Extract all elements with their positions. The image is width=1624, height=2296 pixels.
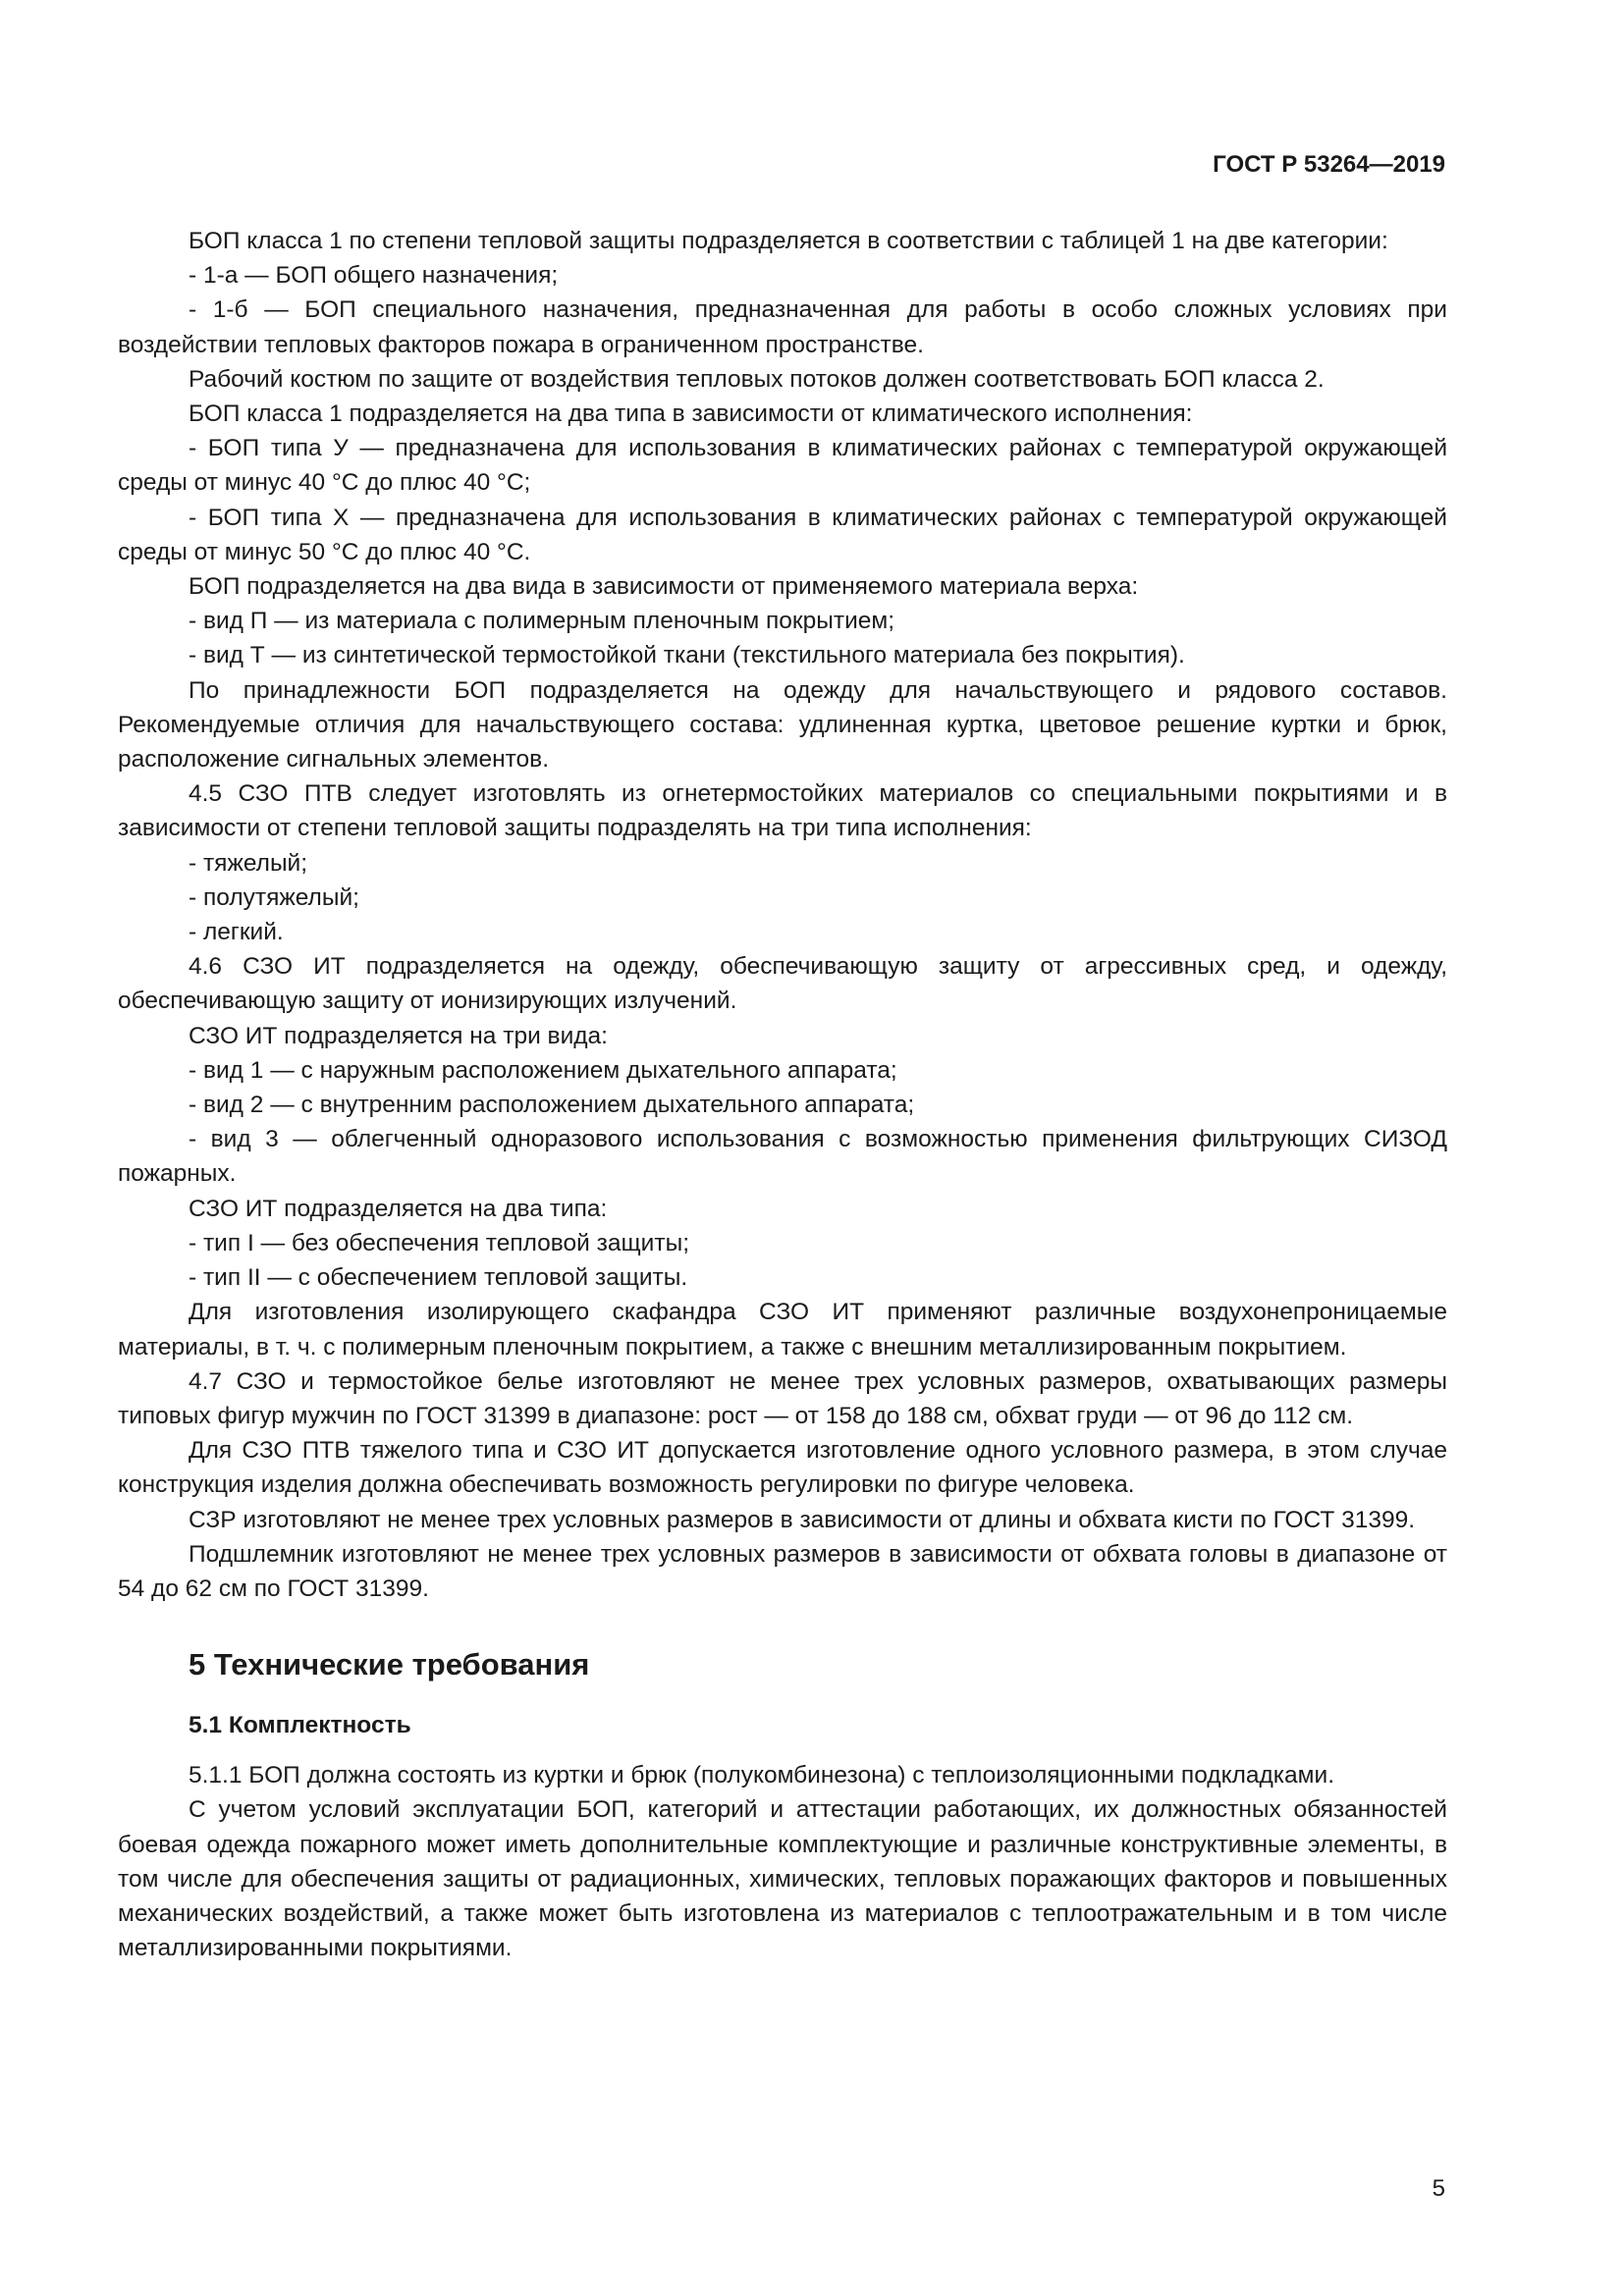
paragraph: Для СЗО ПТВ тяжелого типа и СЗО ИТ допускается изготовление одного условного размера, в этом случае конструкция изделия должна обеспечивать возможность регулировки по фигуре человека. [118, 1437, 1447, 1499]
paragraph: СЗР изготовляют не менее трех условных размеров в зависимости от длины и обхвата кисти по ГОСТ 31399. [189, 1506, 1416, 1533]
paragraph: БОП класса 1 подразделяется на два типа в зависимости от климатического исполнения: [189, 400, 1193, 428]
paragraph: 4.5 СЗО ПТВ следует изготовлять из огнетермостойких материалов со специальными покрытиями и в зависимости от степени тепловой защиты подразделять на три типа исполнения: [118, 780, 1447, 842]
page-body [118, 224, 1447, 1965]
paragraph: - тип II — с обеспечением тепловой защиты. [189, 1264, 688, 1292]
paragraph: По принадлежности БОП подразделяется на одежду для начальствующего и рядового составов. Рекомендуемые отличия для начальствующего состава: удлиненная куртка, цветовое решение куртки и брюк, расположение сигнальных элементов. [118, 676, 1447, 774]
paragraph: - БОП типа У — предназначена для использования в климатических районах с температурой окружающей среды от минус 40 °С до плюс 40 °С; [118, 435, 1447, 497]
paragraph: - легкий. [189, 919, 284, 946]
paragraph: 5.1.1 БОП должна состоять из куртки и брюк (полукомбинезона) с теплоизоляционными подкладками. [189, 1762, 1335, 1789]
paragraph: 4.6 СЗО ИТ подразделяется на одежду, обеспечивающую защиту от агрессивных сред, и одежду, обеспечивающую защиту от ионизирующих излучений. [118, 953, 1447, 1015]
paragraph: - полутяжелый; [189, 883, 359, 911]
paragraph: - вид П — из материала с полимерным пленочным покрытием; [189, 608, 895, 635]
paragraph: - вид 1 — с наружным расположением дыхательного аппарата; [189, 1056, 897, 1084]
paragraph: СЗО ИТ подразделяется на три вида: [189, 1022, 608, 1049]
paragraph: Для изготовления изолирующего скафандра СЗО ИТ применяют различные воздухонепроницаемые материалы, в т. ч. с полимерным пленочным покрытием, а также с внешним металлизированным покрытием. [118, 1299, 1447, 1361]
paragraph: - БОП типа Х — предназначена для использования в климатических районах с температурой окружающей среды от минус 50 °С до плюс 40 °С. [118, 504, 1447, 565]
paragraph: - вид Т — из синтетической термостойкой ткани (текстильного материала без покрытия). [189, 642, 1185, 669]
page-number: 5 [1432, 2175, 1445, 2202]
paragraph: - тяжелый; [189, 849, 308, 877]
paragraph: Рабочий костюм по защите от воздействия тепловых потоков должен соответствовать БОП класса 2. [189, 365, 1325, 393]
paragraph: СЗО ИТ подразделяется на два типа: [189, 1195, 608, 1222]
paragraph: - вид 2 — с внутренним расположением дыхательного аппарата; [189, 1092, 915, 1119]
subsection-heading: 5.1 Комплектность [189, 1712, 411, 1739]
paragraph: С учетом условий эксплуатации БОП, категорий и аттестации работающих, их должностных обязанностей боевая одежда пожарного может иметь дополнительные комплектующие и различные конструктивные элементы, в том числе для обеспечения защиты от радиационных, химических, тепловых поражающих факторов и повышенных механических воздействий, а также может быть изготовлена из материалов с теплоотражательным и в том числе металлизированными покрытиями. [118, 1796, 1447, 1962]
paragraph: БОП подразделяется на два вида в зависимости от применяемого материала верха: [189, 573, 1139, 601]
paragraph: 4.7 СЗО и термостойкое белье изготовляют не менее трех условных размеров, охватывающих размеры типовых фигур мужчин по ГОСТ 31399 в диапазоне: рост — от 158 до 188 см, обхват груди — от 96 до 112 см. [118, 1367, 1447, 1429]
paragraph: - вид 3 — облегченный одноразового использования с возможностью применения фильтрующих СИЗОД пожарных. [118, 1126, 1447, 1188]
paragraph: БОП класса 1 по степени тепловой защиты подразделяется в соответствии с таблицей 1 на две категории: [189, 228, 1388, 254]
paragraph: Подшлемник изготовляют не менее трех условных размеров в зависимости от обхвата головы в диапазоне от 54 до 62 см по ГОСТ 31399. [118, 1540, 1447, 1602]
paragraph: - 1-а — БОП общего назначения; [189, 262, 559, 290]
paragraph: - 1-б — БОП специального назначения, предназначенная для работы в особо сложных условиях при воздействии тепловых факторов пожара в ограниченном пространстве. [118, 296, 1447, 358]
section-heading: 5 Технические требования [189, 1647, 590, 1682]
document-code-header: ГОСТ Р 53264—2019 [1213, 151, 1445, 178]
paragraph-group-b [118, 1758, 1447, 1965]
paragraph-group-a [118, 224, 1447, 1606]
paragraph: - тип I — без обеспечения тепловой защиты; [189, 1229, 690, 1256]
